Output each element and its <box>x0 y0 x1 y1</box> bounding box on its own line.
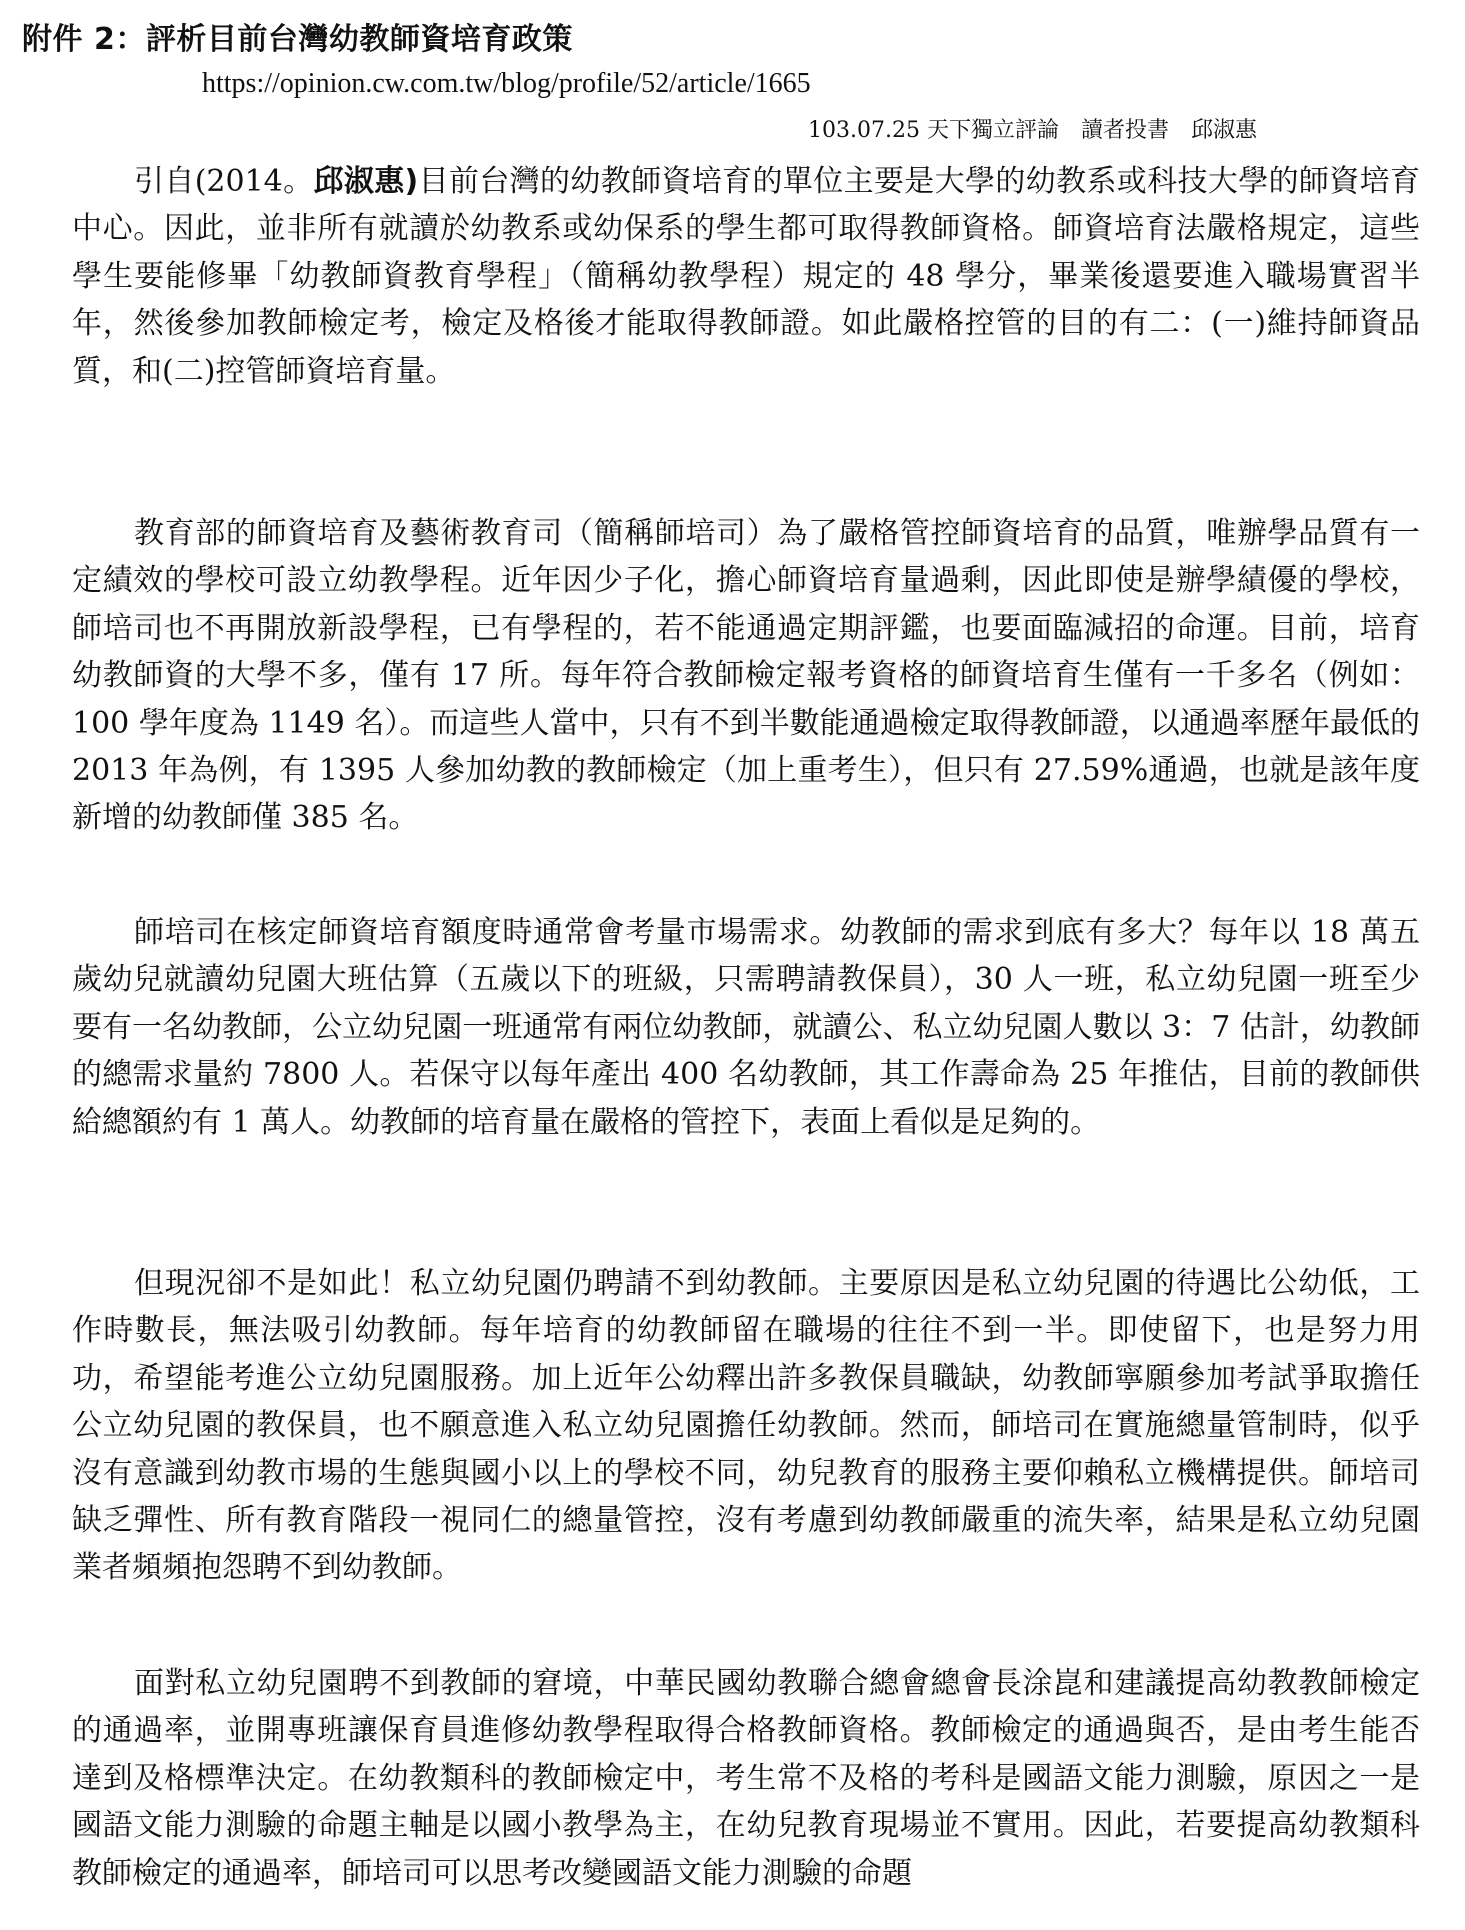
source-url: https://opinion.cw.com.tw/blog/profile/52/article/1665 <box>202 68 811 99</box>
byline: 103.07.25 天下獨立評論 讀者投書 邱淑惠 <box>808 118 1257 143</box>
document-title: 附件 2：評析目前台灣幼教師資培育政策 <box>22 22 573 57</box>
paragraph-3: 師培司在核定師資培育額度時通常會考量市場需求。幼教師的需求到底有多大？每年以 18 萬五歲幼兒就讀幼兒園大班估算（五歲以下的班級，只需聘請教保員），30 人一班，私立幼兒園一班至少要有一名幼教師，公立幼兒園一班通常有兩位幼教師，就讀公、私立幼兒園人數以 3：7 估計，幼教師的總需求量約 7800 人。若保守以每年產出 400 名幼教師，其工作壽命為 25 年推估，目前的教師供給總額約有 1 萬人。幼教師的培育量在嚴格的管控下，表面上看似是足夠的。 <box>72 915 1420 1140</box>
paragraph-4: 但現況卻不是如此！私立幼兒園仍聘請不到幼教師。主要原因是私立幼兒園的待遇比公幼低，工作時數長，無法吸引幼教師。每年培育的幼教師留在職場的往往不到一半。即使留下，也是努力用功，希望能考進公立幼兒園服務。加上近年公幼釋出許多教保員職缺，幼教師寧願參加考試爭取擔任公立幼兒園的教保員，也不願意進入私立幼兒園擔任幼教師。然而，師培司在實施總量管制時，似乎沒有意識到幼教市場的生態與國小以上的學校不同，幼兒教育的服務主要仰賴私立機構提供。師培司缺乏彈性、所有教育階段一視同仁的總量管控，沒有考慮到幼教師嚴重的流失率，結果是私立幼兒園業者頻頻抱怨聘不到幼教師。 <box>72 1266 1420 1586</box>
paragraph-2: 教育部的師資培育及藝術教育司（簡稱師培司）為了嚴格管控師資培育的品質，唯辦學品質有一定績效的學校可設立幼教學程。近年因少子化，擔心師資培育量過剩，因此即使是辦學績優的學校，師培司也不再開放新設學程，已有學程的，若不能通過定期評鑑，也要面臨減招的命運。目前，培育幼教師資的大學不多，僅有 17 所。每年符合教師檢定報考資格的師資培育生僅有一千多名（例如：100 學年度為 1149 名）。而這些人當中，只有不到半數能通過檢定取得教師證，以通過率歷年最低的 2013 年為例，有 1395 人參加幼教的教師檢定（加上重考生），但只有 27.59%通過，也就是該年度新增的幼教師僅 385 名。 <box>72 516 1420 836</box>
paragraph-1-body: 目前台灣的幼教師資培育的單位主要是大學的幼教系或科技大學的師資培育中心。因此，並非所有就讀於幼教系或幼保系的學生都可取得教師資格。師資培育法嚴格規定，這些學生要能修畢「幼教師資教育學程」（簡稱幼教學程）規定的 48 學分，畢業後還要進入職場實習半年，然後參加教師檢定考，檢定及格後才能取得教師證。如此嚴格控管的目的有二：(一)維持師資品質，和(二)控管師資培育量。 <box>72 164 1420 389</box>
paragraph-1 <box>72 158 1420 395</box>
paragraph-5: 面對私立幼兒園聘不到教師的窘境，中華民國幼教聯合總會總會長涂崑和建議提高幼教教師檢定的通過率，並開專班讓保育員進修幼教學程取得合格教師資格。教師檢定的通過與否，是由考生能否達到及格標準決定。在幼教類科的教師檢定中，考生常不及格的考科是國語文能力測驗，原因之一是國語文能力測驗的命題主軸是以國小教學為主，在幼兒教育現場並不實用。因此，若要提高幼教類科教師檢定的通過率，師培司可以思考改變國語文能力測驗的命題 <box>72 1666 1420 1891</box>
citation-author: 邱淑惠) <box>313 164 419 199</box>
citation-prefix: 引自(2014。 <box>134 164 314 199</box>
